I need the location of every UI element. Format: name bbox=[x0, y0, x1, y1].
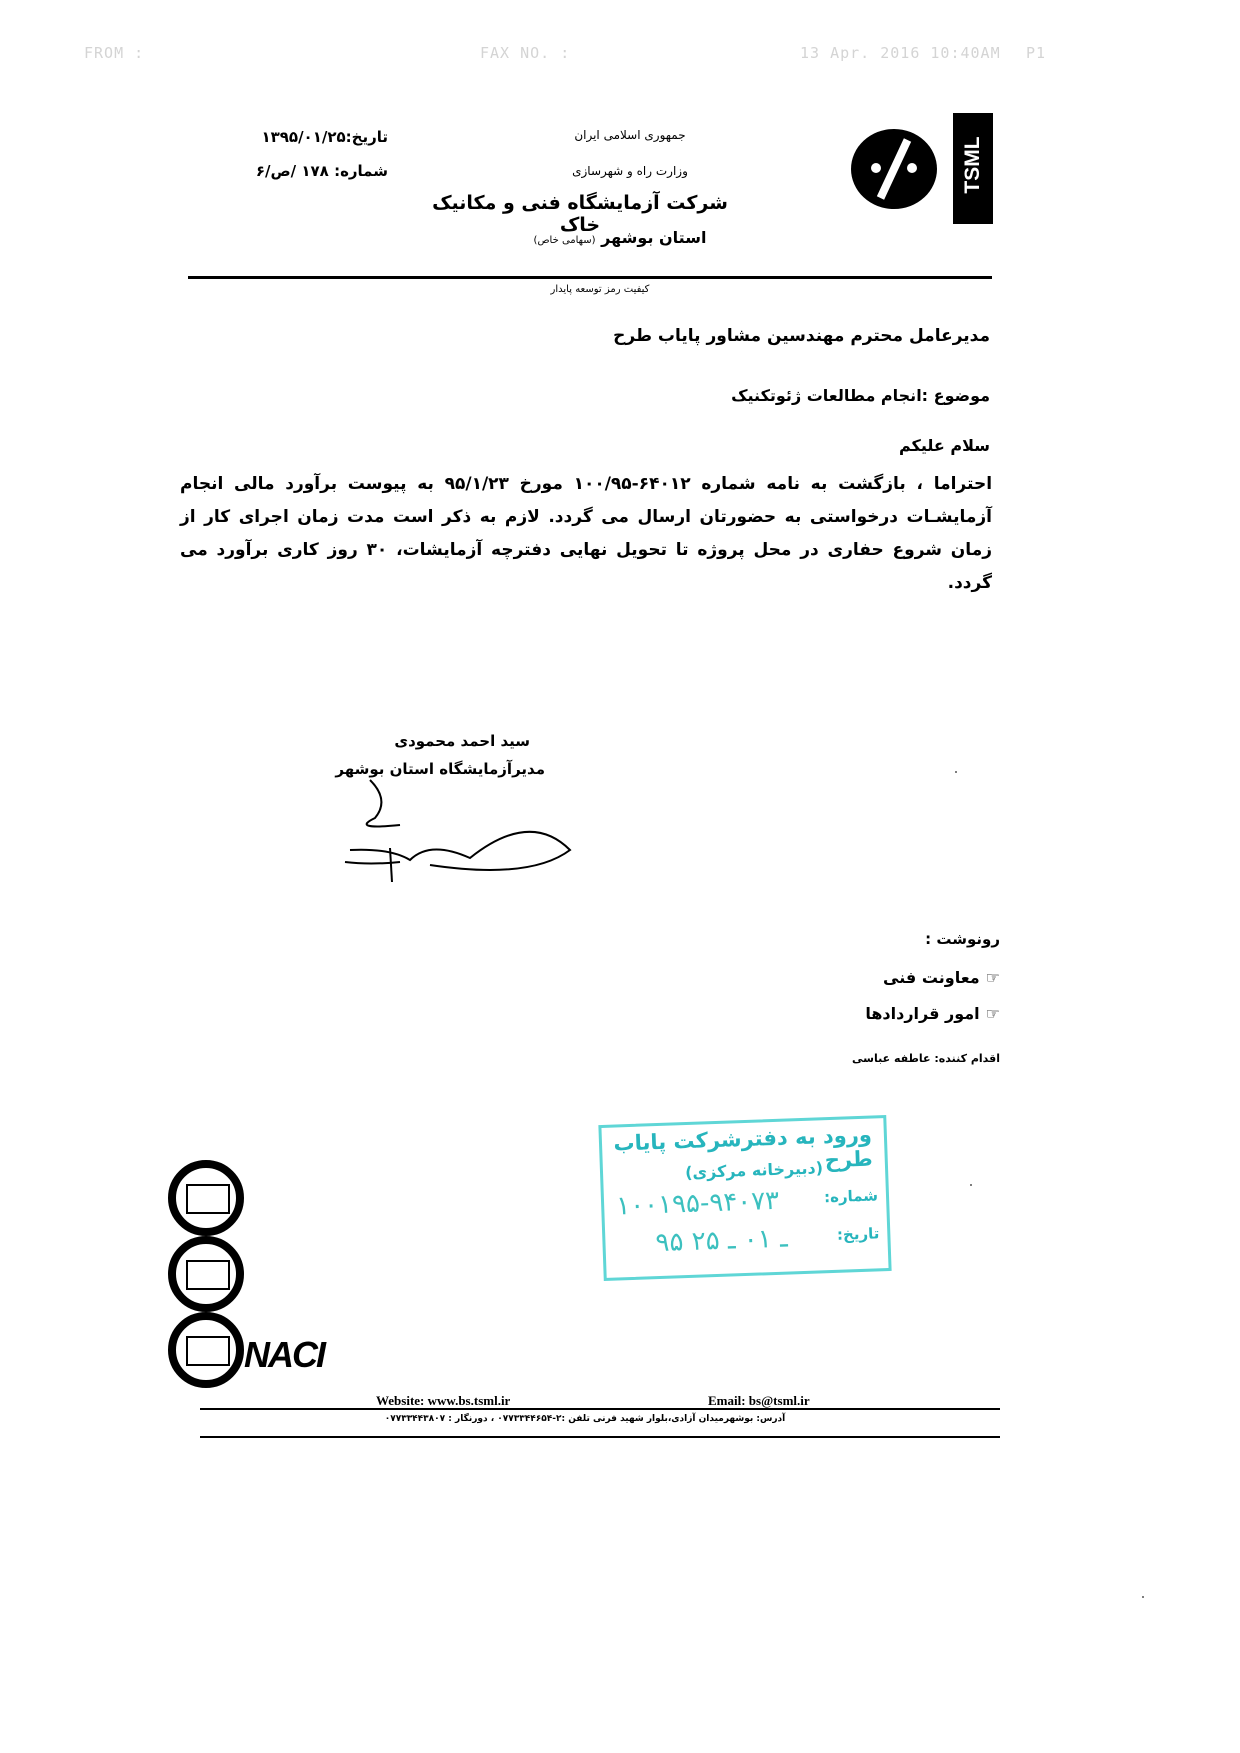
stamp-subtitle: (دبیرخانه مرکزی) bbox=[684, 1158, 824, 1183]
stamp-date-label: تاریخ: bbox=[836, 1224, 880, 1244]
logo-text: TSML bbox=[961, 136, 984, 194]
letterhead-ministry: وزارت راه و شهرسازی bbox=[572, 164, 688, 178]
pointing-hand-icon: ☞ bbox=[985, 968, 1000, 987]
fax-page: P1 bbox=[1026, 44, 1047, 62]
fax-from: FROM : bbox=[84, 44, 145, 62]
company-motto: کیفیت رمز توسعه پایدار bbox=[550, 284, 650, 295]
body-paragraph: احتراما ، بازگشت به نامه شماره ۶۴۰۱۲-۱۰۰/۹۵ مورخ ۹۵/۱/۲۳ به پیوست برآورد مالی انجام آزمایشـات درخواستی به حضورتان ارسال می گردد. لازم به ذکر است مدت زمان اجرای کار از زمان شروع حفاری در محل پروژه تا تحویل نهایی دفترچه آزمایشات، ۳۰ روز کاری برآورد می گردد. bbox=[180, 474, 993, 593]
copy-item-label: امور قراردادها bbox=[865, 1004, 980, 1023]
company-logo-icon bbox=[851, 129, 937, 209]
certification-badge-icon bbox=[168, 1160, 244, 1236]
action-by: اقدام کننده: عاطفه عباسی bbox=[852, 1052, 1000, 1065]
recipient-line: مدیرعامل محترم مهندسین مشاور پایاب طرح bbox=[613, 326, 990, 346]
stamp-title: ورود به دفترشرکت پایاب طرح bbox=[613, 1122, 874, 1173]
stamp-date-value: ۹۵ ـ ۰۱ ـ ۲۵ bbox=[654, 1223, 789, 1259]
letterhead-company: شرکت آزمایشگاه فنی و مکانیک خاک bbox=[432, 192, 728, 236]
stamp-number-value: ۱۰۰۱۹۵-۹۴۰۷۳ bbox=[615, 1185, 780, 1222]
province-name: استان بوشهر bbox=[601, 228, 707, 247]
scan-speck bbox=[955, 771, 957, 773]
letterhead-country: جمهوری اسلامی ایران bbox=[574, 128, 686, 142]
copies-heading: رونوشت : bbox=[925, 930, 1000, 948]
footer-divider bbox=[200, 1408, 1000, 1410]
header-divider bbox=[188, 276, 992, 279]
scan-speck bbox=[1142, 1596, 1144, 1598]
stamp-number-label: شماره: bbox=[823, 1186, 879, 1207]
greeting-line: سلام علیکم bbox=[898, 436, 990, 455]
fax-number: FAX NO. : bbox=[480, 44, 571, 62]
subject-line: موضوع :انجام مطالعات ژئوتکنیک bbox=[731, 386, 990, 405]
copy-item bbox=[865, 1004, 1000, 1023]
signatory-title: مدیرآزمایشگاه استان بوشهر bbox=[335, 760, 545, 778]
copy-item bbox=[883, 968, 1000, 987]
footer-website: Website: www.bs.tsml.ir bbox=[376, 1393, 511, 1408]
certification-badge-icon bbox=[168, 1236, 244, 1312]
letterhead-province bbox=[470, 228, 770, 247]
footer-email: Email: bs@tsml.ir bbox=[708, 1393, 810, 1408]
logo-text-bar bbox=[953, 113, 993, 224]
pointing-hand-icon: ☞ bbox=[985, 1004, 1000, 1023]
letter-date: تاریخ:۱۳۹۵/۰۱/۲۵ bbox=[261, 128, 388, 146]
copy-item-label: معاونت فنی bbox=[883, 968, 980, 987]
footer-divider bbox=[200, 1436, 1000, 1438]
signatory-name: سید احمد محمودی bbox=[394, 732, 530, 750]
province-note: (سهامی خاص) bbox=[533, 235, 596, 246]
receipt-stamp bbox=[598, 1115, 891, 1281]
handwritten-signature bbox=[330, 770, 590, 900]
footer-address: آدرس: بوشهرمیدان آزادی،بلوار شهید فرنی تلفن :۲-۰۷۷۳۳۴۴۶۵۴ ، دورنگار : ۰۷۷۳۳۴۴۳۸۰۷ bbox=[384, 1414, 786, 1424]
certification-badge-icon bbox=[168, 1312, 244, 1388]
fax-datetime: 13 Apr. 2016 10:40AM bbox=[800, 44, 1001, 62]
naci-logo: NACI bbox=[244, 1334, 324, 1375]
letter-number: شماره: ۱۷۸ /ص/۶ bbox=[255, 162, 388, 180]
scan-speck bbox=[970, 1184, 972, 1186]
